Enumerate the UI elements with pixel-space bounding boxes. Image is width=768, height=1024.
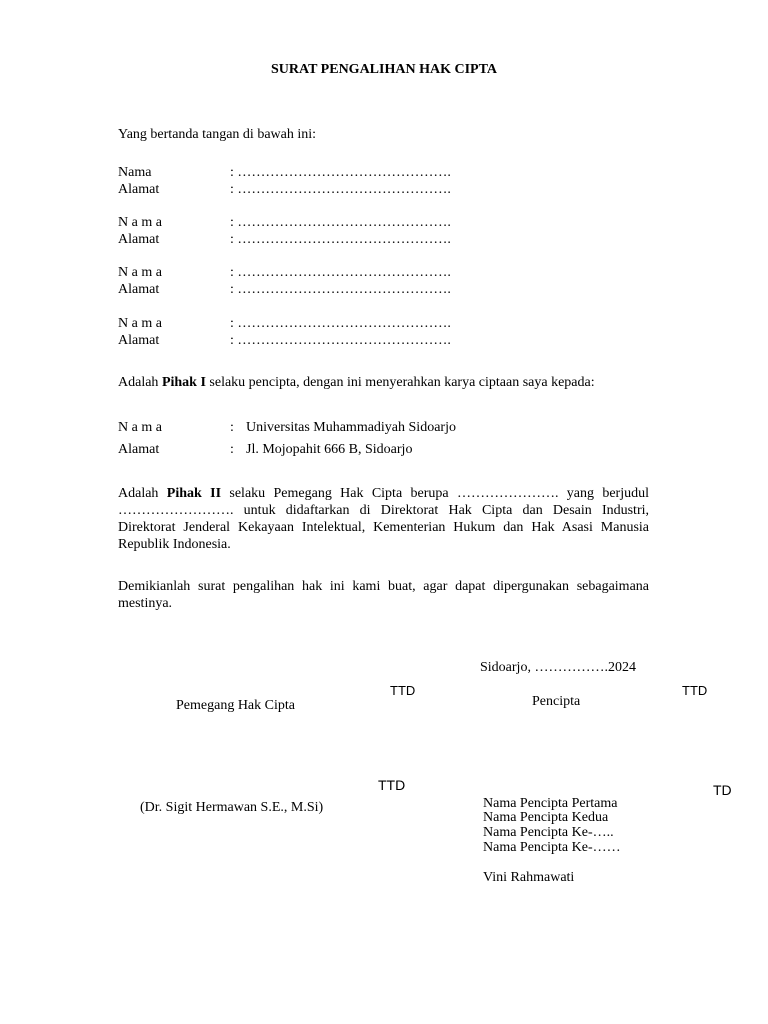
person-1-name-value: : ………………………………………. bbox=[230, 165, 451, 180]
person-4-address-label: Alamat bbox=[118, 333, 160, 348]
intro-text: Yang bertanda tangan di bawah ini: bbox=[118, 127, 317, 142]
ttd-mark-mid-left: TTD bbox=[378, 777, 406, 793]
creator-name-3: Nama Pencipta Ke-….. bbox=[483, 825, 614, 840]
ttd-mark-top-left: TTD bbox=[390, 683, 416, 698]
pihak-2-statement: Adalah Pihak II selaku Pemegang Hak Cipta berupa …………………. yang berjudul ……………………. untuk didaftarkan di Direktorat Hak Cipta dan Desain Industri, Direktorat Jenderal Kekayaan Intelektual, Kementerian Hukum dan Hak Asasi Manusia Republik Indonesia. bbox=[118, 486, 649, 552]
closing-statement: Demikianlah surat pengalihan hak ini kami buat, agar dapat dipergunakan sebagaimana mestinya. bbox=[118, 579, 649, 611]
person-2-address-value: : ………………………………………. bbox=[230, 232, 451, 247]
person-2-name-label: N a m a bbox=[118, 215, 162, 230]
person-4-name-label: N a m a bbox=[118, 316, 162, 331]
last-creator-name: Vini Rahmawati bbox=[483, 870, 575, 885]
person-4-address-value: : ………………………………………. bbox=[230, 333, 451, 348]
place-date: Sidoarjo, …………….2024 bbox=[480, 660, 636, 675]
pihak-1-statement: Adalah Pihak I selaku pencipta, dengan ini menyerahkan karya ciptaan saya kepada: bbox=[118, 375, 595, 390]
recipient-address-value: Jl. Mojopahit 666 B, Sidoarjo bbox=[246, 442, 413, 457]
recipient-name-label: N a m a bbox=[118, 420, 162, 435]
person-1-name-label: Nama bbox=[118, 165, 152, 180]
ttd-mark-top-right: TTD bbox=[682, 683, 708, 698]
person-2-address-label: Alamat bbox=[118, 232, 160, 247]
person-3-address-value: : ………………………………………. bbox=[230, 282, 451, 297]
person-3-address-label: Alamat bbox=[118, 282, 160, 297]
creator-name-1: Nama Pencipta Pertama bbox=[483, 796, 618, 811]
person-1-address-label: Alamat bbox=[118, 182, 160, 197]
holder-name: (Dr. Sigit Hermawan S.E., M.Si) bbox=[140, 800, 324, 815]
creator-name-2: Nama Pencipta Kedua bbox=[483, 810, 609, 825]
creator-name-4: Nama Pencipta Ke-…… bbox=[483, 840, 621, 855]
creator-label: Pencipta bbox=[532, 694, 581, 709]
recipient-name-colon: : bbox=[230, 420, 234, 435]
person-3-name-label: N a m a bbox=[118, 265, 162, 280]
document-title: SURAT PENGALIHAN HAK CIPTA bbox=[271, 62, 497, 77]
recipient-name-value: Universitas Muhammadiyah Sidoarjo bbox=[246, 420, 456, 435]
recipient-address-label: Alamat bbox=[118, 442, 160, 457]
person-3-name-value: : ………………………………………. bbox=[230, 265, 451, 280]
person-2-name-value: : ………………………………………. bbox=[230, 215, 451, 230]
ttd-mark-mid-right: TD bbox=[713, 782, 732, 798]
person-4-name-value: : ………………………………………. bbox=[230, 316, 451, 331]
person-1-address-value: : ………………………………………. bbox=[230, 182, 451, 197]
recipient-address-colon: : bbox=[230, 442, 234, 457]
holder-label: Pemegang Hak Cipta bbox=[176, 698, 295, 713]
